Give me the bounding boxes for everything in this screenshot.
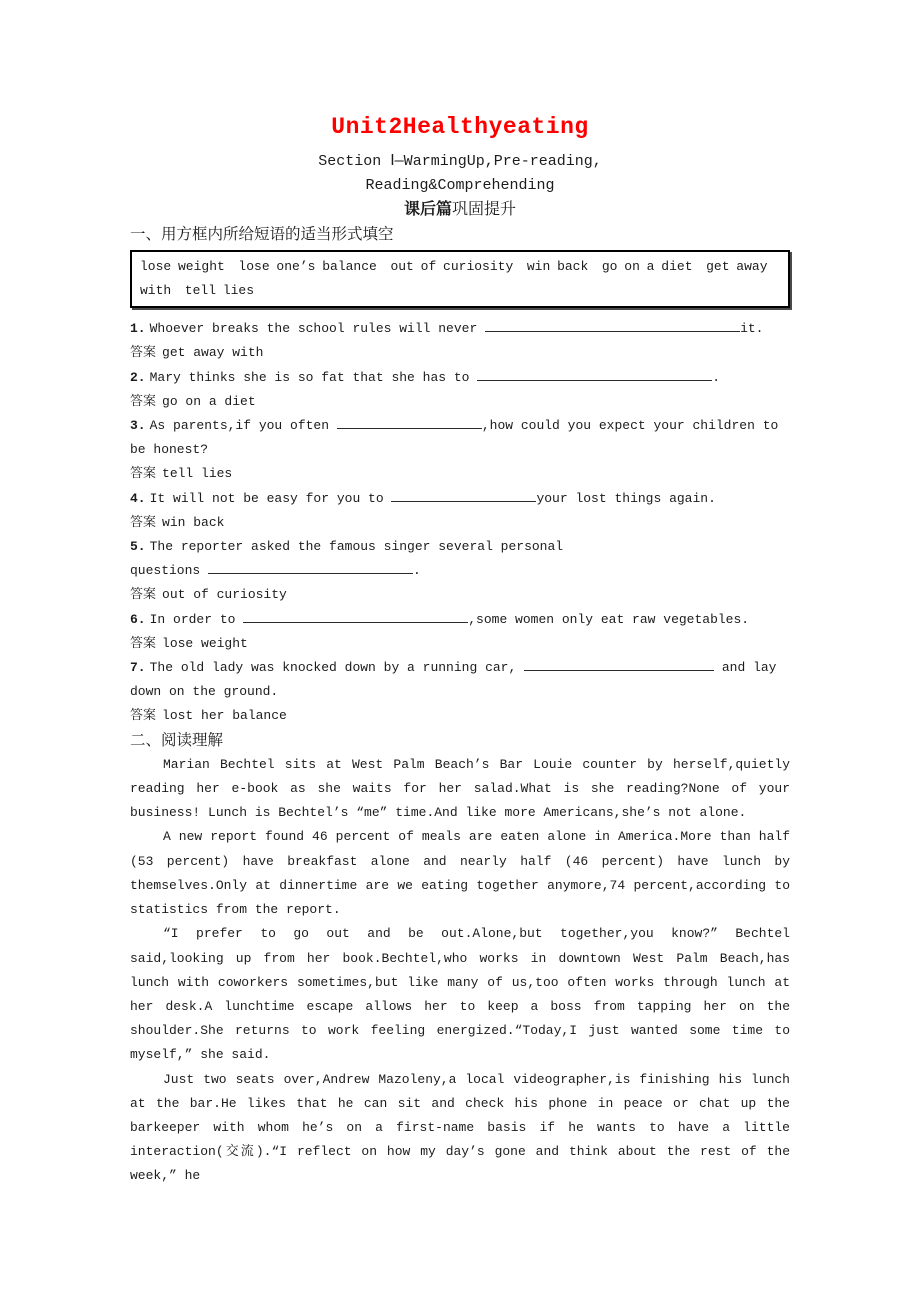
- answer-label: 答案: [130, 635, 157, 651]
- question-7: [130, 656, 790, 704]
- section-subtitle-line1: Section Ⅰ—WarmingUp,Pre-reading,: [318, 153, 602, 170]
- answer-3: [130, 462, 790, 486]
- question-number: 1.: [130, 321, 146, 337]
- fill-in-blank: [524, 656, 714, 671]
- answer-1: [130, 341, 790, 365]
- question-6: [130, 608, 790, 632]
- answer-text: out of curiosity: [162, 587, 287, 603]
- answer-6: [130, 632, 790, 656]
- question-1: [130, 317, 790, 341]
- fill-in-blank: [337, 414, 482, 429]
- answer-label: 答案: [130, 466, 157, 482]
- answer-text: go on a diet: [162, 393, 256, 409]
- section2-heading: 二、阅读理解: [130, 731, 224, 750]
- answer-7: [130, 704, 790, 728]
- question-2: [130, 366, 790, 390]
- answer-label: 答案: [130, 393, 157, 409]
- answer-5: [130, 583, 790, 607]
- fill-in-blank: [391, 487, 536, 502]
- question-text-post: it.: [740, 321, 764, 337]
- question-5: [130, 535, 790, 583]
- question-number: 2.: [130, 369, 146, 385]
- question-text-post: .: [712, 369, 721, 385]
- question-text-pre: Whoever breaks the school rules will never: [149, 321, 486, 337]
- question-text-post: .: [413, 563, 421, 579]
- lesson-banner-bold: 课后篇: [403, 201, 452, 220]
- question-text-post: and lay down on the ground.: [130, 660, 777, 700]
- question-text-post: ,how could you expect your children to be honest?: [130, 418, 779, 458]
- reading-paragraph-3: “I prefer to go out and be out.Alone,but together,you know?” Bechtel said,looking up from her book.Bechtel,who works in downtown West Palm Beach,has lunch with coworkers sometimes,but like many of us,too often works through lunch at her desk.A lunchtime escape allows her to keep a boss from tapping her on the shoulder.She returns to work feeling energized.“Today,I just wanted some time to myself,” she said.: [130, 926, 790, 1063]
- answer-text: tell lies: [162, 466, 233, 482]
- question-number: 7.: [130, 660, 146, 676]
- fill-in-blank: [485, 317, 740, 332]
- unit-title: Unit2Healthyeating: [331, 114, 589, 140]
- reading-paragraph-2: A new report found 46 percent of meals are eaten alone in America.More than half (53 percent) have breakfast alone and nearly half (46 percent) have lunch by themselves.Only at dinnertime are we eating together anymore,74 percent,according to statistics from the report.: [130, 829, 790, 918]
- phrase-bank-box: lose weight lose one’s balance out of curiosity win back go on a diet get away with tell lies: [130, 250, 790, 308]
- answer-text: get away with: [162, 345, 264, 361]
- question-number: 6.: [130, 611, 146, 627]
- answer-label: 答案: [130, 708, 157, 724]
- reading-paragraph-4: Just two seats over,Andrew Mazoleny,a local videographer,is finishing his lunch at the bar.He likes that he can sit and check his phone in peace or chat up the barkeeper with whom he’s on a first-name basis if he wants to have a little interaction(交流).“I reflect on how my day’s gone and think about the rest of the week,” he: [130, 1071, 790, 1184]
- answer-text: win back: [162, 514, 225, 530]
- question-number: 5.: [130, 539, 146, 555]
- question-text-pre: It will not be easy for you to: [149, 490, 392, 506]
- answer-label: 答案: [130, 587, 157, 603]
- answer-2: [130, 390, 790, 414]
- question-text-pre: The reporter asked the famous singer several personal: [149, 539, 564, 555]
- fill-in-blank: [243, 608, 468, 623]
- question-number: 4.: [130, 490, 146, 506]
- answer-label: 答案: [130, 345, 157, 361]
- question-text-pre2: questions: [130, 563, 209, 579]
- section1-heading: 一、用方框内所给短语的适当形式填空: [130, 225, 394, 244]
- section-subtitle-line2: Reading&Comprehending: [365, 177, 555, 195]
- answer-text: lost her balance: [162, 708, 287, 724]
- question-text-pre: The old lady was knocked down by a running car,: [149, 660, 525, 676]
- answer-4: [130, 511, 790, 535]
- question-number: 3.: [130, 418, 146, 434]
- question-text-post: ,some women only eat raw vegetables.: [468, 611, 750, 627]
- answer-text: lose weight: [162, 635, 248, 651]
- lesson-banner-rest: 巩固提升: [452, 201, 517, 220]
- worksheet-page: [130, 0, 790, 1189]
- question-text-post: your lost things again.: [536, 490, 716, 506]
- question-text-pre: As parents,if you often: [149, 418, 337, 434]
- question-text-pre: In order to: [149, 611, 244, 627]
- reading-paragraph-1: Marian Bechtel sits at West Palm Beach’s Bar Louie counter by herself,quietly reading her e-book as she waits for her salad.What is she reading?None of your business! Lunch is Bechtel’s “me” time.And like more Americans,she’s not alone.: [130, 756, 790, 821]
- question-4: [130, 487, 790, 511]
- answer-label: 答案: [130, 514, 157, 530]
- question-text-pre: Mary thinks she is so fat that she has to: [149, 369, 478, 385]
- question-3: [130, 414, 790, 462]
- fill-in-blank: [208, 559, 413, 574]
- fill-in-blank: [477, 366, 712, 381]
- lesson-banner: [130, 198, 790, 222]
